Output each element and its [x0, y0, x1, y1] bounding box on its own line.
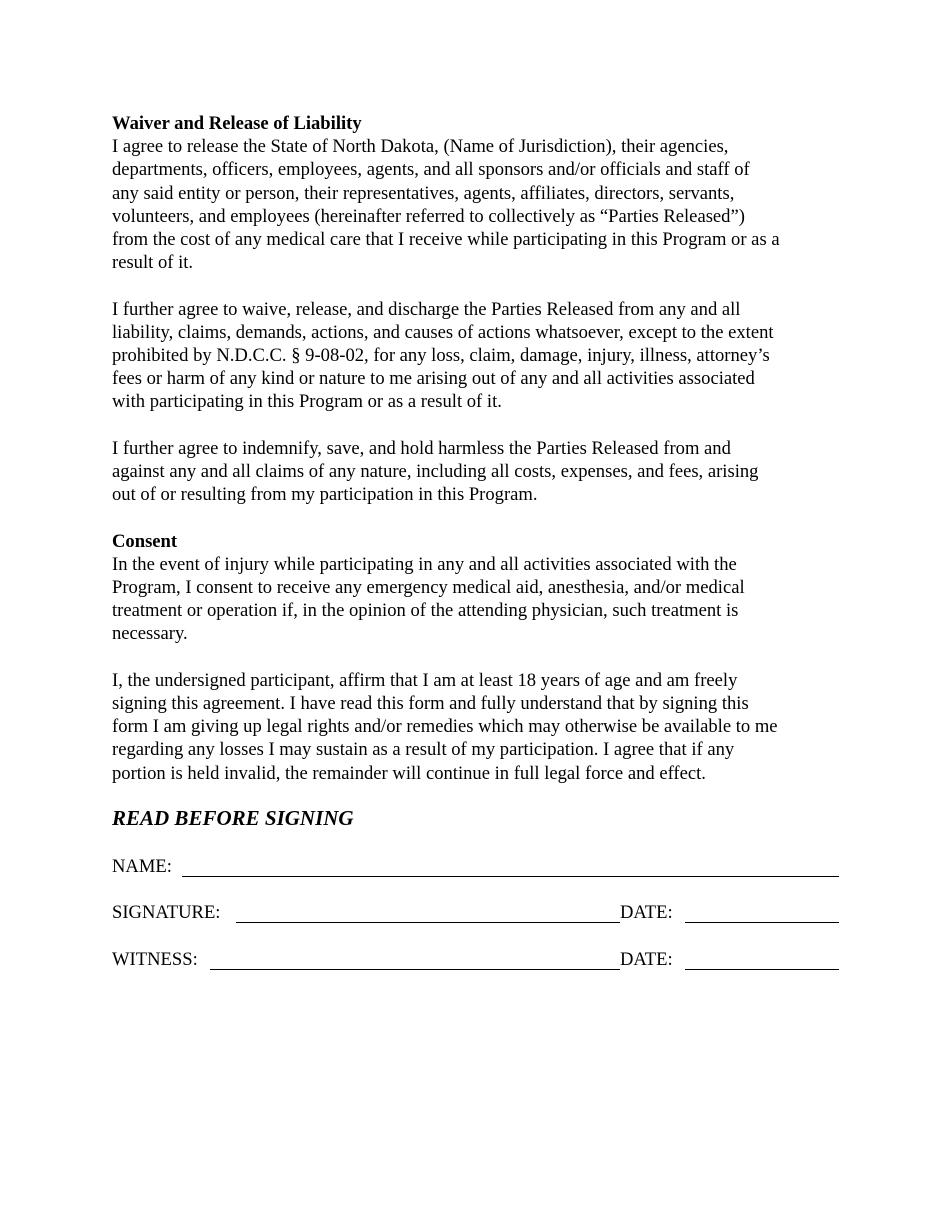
- text-line: I further agree to waive, release, and discharge the Parties Released from any and all: [112, 298, 741, 320]
- name-label: NAME:: [112, 856, 172, 877]
- text-line: portion is held invalid, the remainder will continue in full legal force and effect.: [112, 762, 706, 784]
- text-line: volunteers, and employees (hereinafter referred to collectively as “Parties Released”): [112, 205, 745, 227]
- witness-row: [112, 949, 839, 975]
- text-line: regarding any losses I may sustain as a result of my participation. I agree that if any: [112, 739, 735, 761]
- text-line: liability, claims, demands, actions, and causes of actions whatsoever, except to the extent: [112, 321, 774, 343]
- waiver-paragraph-2: [112, 298, 840, 414]
- read-before-signing-heading: READ BEFORE SIGNING: [112, 806, 354, 830]
- text-line: fees or harm of any kind or nature to me arising out of any and all activities associated: [112, 368, 755, 390]
- waiver-heading: Waiver and Release of Liability: [112, 113, 362, 134]
- text-line: signing this agreement. I have read this form and fully understand that by signing this: [112, 693, 749, 715]
- signature-line[interactable]: [236, 922, 620, 923]
- consent-paragraph-2: [112, 669, 840, 785]
- text-line: against any and all claims of any nature, including all costs, expenses, and fees, arising: [112, 461, 759, 483]
- witness-date-line[interactable]: [685, 969, 839, 970]
- witness-signature-line[interactable]: [210, 969, 620, 970]
- text-line: necessary.: [112, 623, 188, 645]
- text-line: form I am giving up legal rights and/or remedies which may otherwise be available to me: [112, 716, 778, 738]
- text-line: from the cost of any medical care that I receive while participating in this Program or as a: [112, 229, 780, 251]
- text-line: I agree to release the State of North Dakota, (Name of Jurisdiction), their agencies,: [112, 136, 729, 158]
- text-line: treatment or operation if, in the opinion of the attending physician, such treatment is: [112, 600, 739, 622]
- text-line: result of it.: [112, 252, 194, 274]
- consent-heading: Consent: [112, 530, 178, 552]
- text-line: prohibited by N.D.C.C. § 9-08-02, for any loss, claim, damage, injury, illness, attorney’s: [112, 345, 770, 367]
- signature-date-line[interactable]: [685, 922, 839, 923]
- text-line: In the event of injury while participating in any and all activities associated with the: [112, 553, 737, 575]
- consent-paragraph-1: [112, 553, 840, 646]
- name-row: [112, 856, 839, 882]
- text-line: out of or resulting from my participation in this Program.: [112, 484, 538, 506]
- signature-date-label: DATE:: [620, 902, 673, 923]
- waiver-paragraph-3: [112, 437, 840, 507]
- text-line: with participating in this Program or as a result of it.: [112, 391, 502, 413]
- waiver-paragraph-1: [112, 135, 840, 274]
- text-line: Program, I consent to receive any emergency medical aid, anesthesia, and/or medical: [112, 577, 745, 599]
- text-line: any said entity or person, their representatives, agents, affiliates, directors, servants,: [112, 182, 735, 204]
- signature-row: [112, 902, 839, 928]
- name-signature-line[interactable]: [182, 876, 839, 877]
- text-line: I, the undersigned participant, affirm that I am at least 18 years of age and am freely: [112, 669, 738, 691]
- witness-label: WITNESS:: [112, 949, 198, 970]
- text-line: departments, officers, employees, agents, and all sponsors and/or officials and staff of: [112, 159, 750, 181]
- waiver-document: [112, 112, 840, 785]
- signature-label: SIGNATURE:: [112, 902, 221, 923]
- text-line: I further agree to indemnify, save, and hold harmless the Parties Released from and: [112, 437, 731, 459]
- witness-date-label: DATE:: [620, 949, 673, 970]
